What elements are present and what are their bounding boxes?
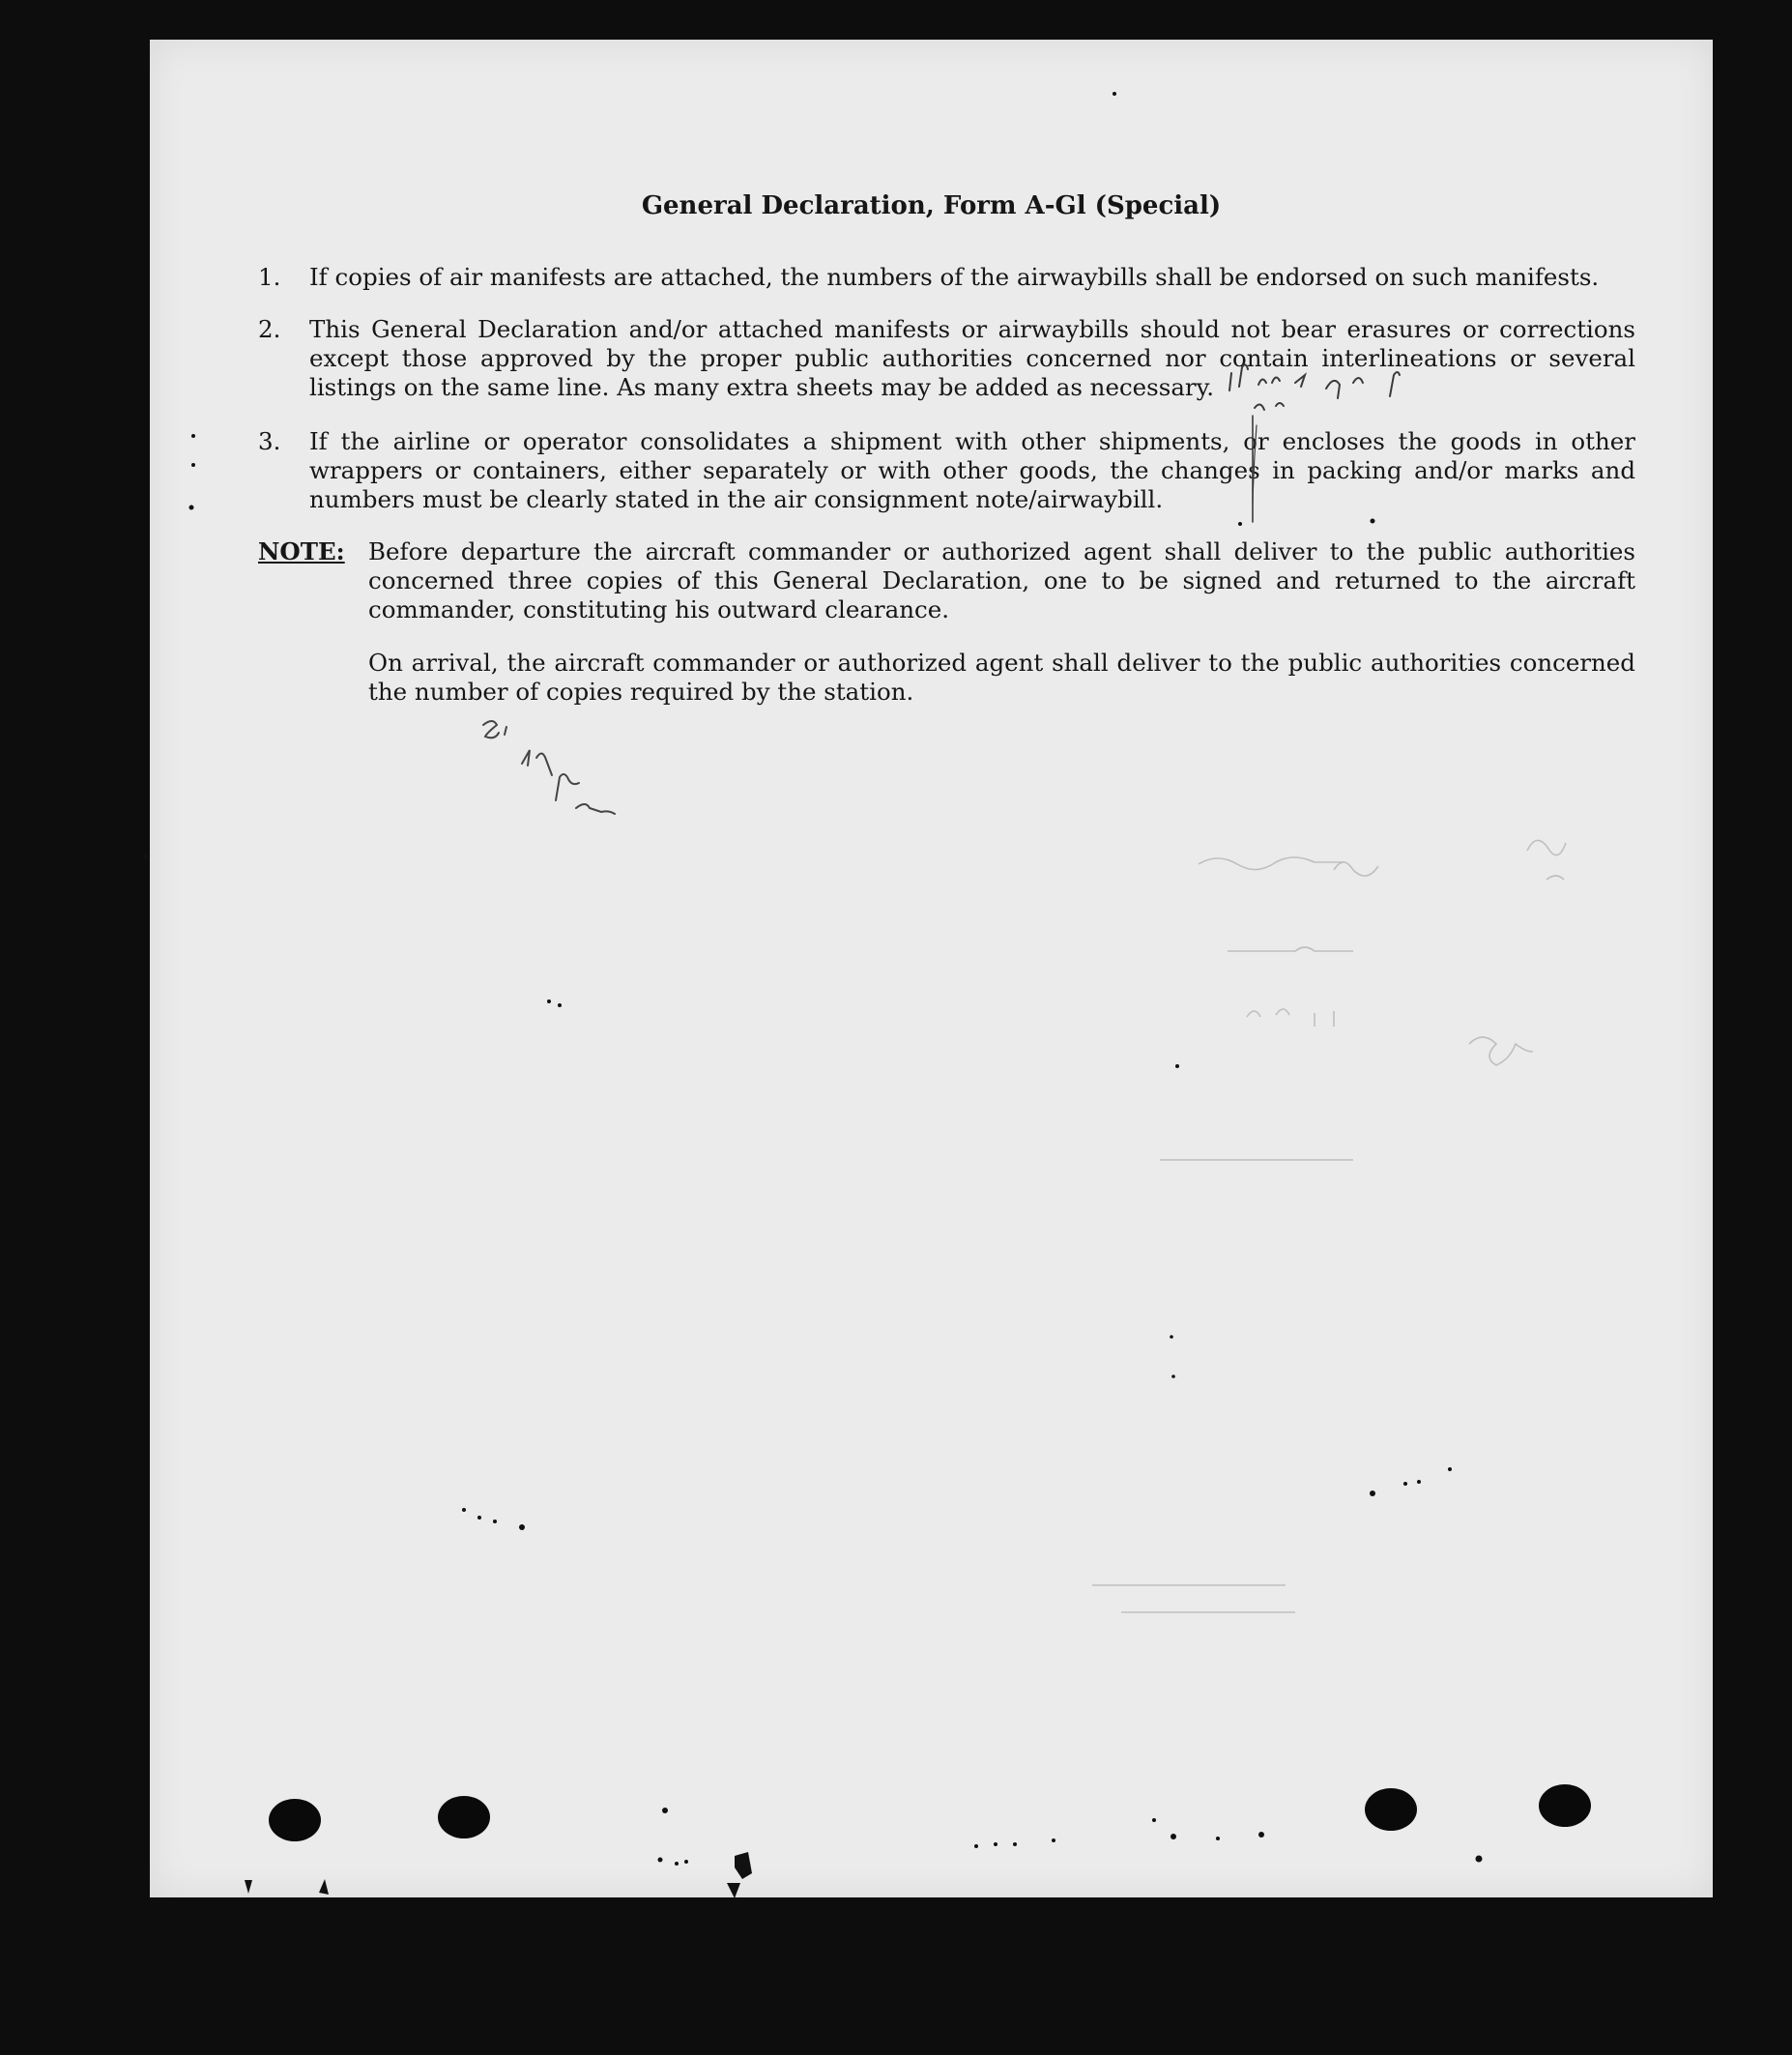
item-number: 1.	[258, 263, 281, 291]
page-title: General Declaration, Form A-Gl (Special)	[641, 191, 1222, 220]
punch-hole	[1539, 1784, 1591, 1827]
item-text: This General Declaration and/or attached manifests or airwaybills should not bear erasures or corrections except those approved by the proper public authorities concerned nor contain interlineations or several listings on the same line. As many extra sheets may be added as necessary.	[309, 315, 1635, 401]
note-paragraph: On arrival, the aircraft commander or authorized agent shall deliver to the public authorities concerned the number of copies required by the station.	[368, 649, 1635, 706]
punch-hole	[269, 1799, 321, 1841]
document-page	[150, 40, 1713, 1897]
punch-hole	[1365, 1788, 1417, 1831]
note-label: NOTE:	[258, 537, 345, 565]
item-number: 3.	[258, 427, 281, 455]
note-paragraph: Before departure the aircraft commander or authorized agent shall deliver to the public authorities concerned three copies of this General Declaration, one to be signed and returned to the aircraft commander, constituting his outward clearance.	[368, 537, 1635, 623]
item-number: 2.	[258, 315, 281, 343]
item-text: If copies of air manifests are attached, the numbers of the airwaybills shall be endorsed on such manifests.	[309, 263, 1600, 291]
item-text: If the airline or operator consolidates a shipment with other shipments, or encloses the goods in other wrappers or containers, either separately or with other goods, the changes in packing and/or marks and numbers must be clearly stated in the air consignment note/airwaybill.	[309, 427, 1635, 513]
punch-hole	[438, 1796, 490, 1838]
